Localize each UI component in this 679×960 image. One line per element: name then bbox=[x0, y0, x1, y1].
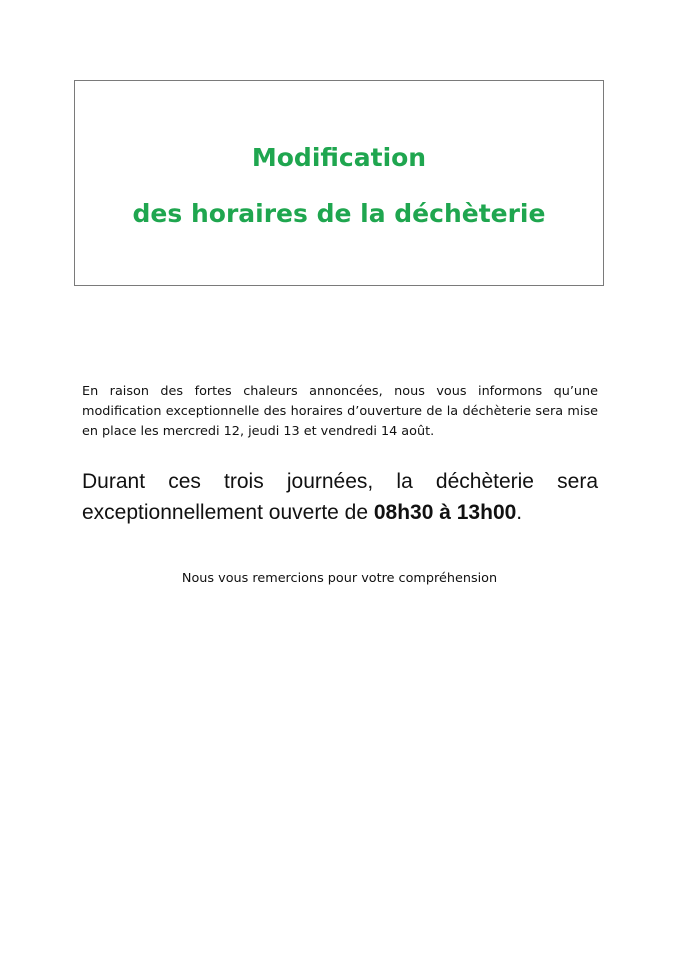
announcement-paragraph bbox=[82, 466, 598, 528]
announcement-period: . bbox=[516, 501, 523, 524]
thanks-note: Nous vous remercions pour votre compréhension bbox=[181, 570, 498, 586]
announcement-text: Durant ces trois journées, la déchèterie sera exceptionnellement ouverte de bbox=[82, 470, 598, 524]
page-title-line-2: des horaires de la déchèterie bbox=[132, 199, 546, 228]
title-box bbox=[74, 80, 604, 286]
page-title-line-1: Modification bbox=[251, 143, 427, 172]
intro-paragraph: En raison des fortes chaleurs annoncées, nous vous informons qu’une modification exceptionnelle des horaires d’ouverture de la déchèterie sera mise en place les mercredi 12, jeudi 13 et vendredi 14 août. bbox=[82, 383, 598, 439]
opening-hours: 08h30 à 13h00 bbox=[373, 501, 517, 524]
